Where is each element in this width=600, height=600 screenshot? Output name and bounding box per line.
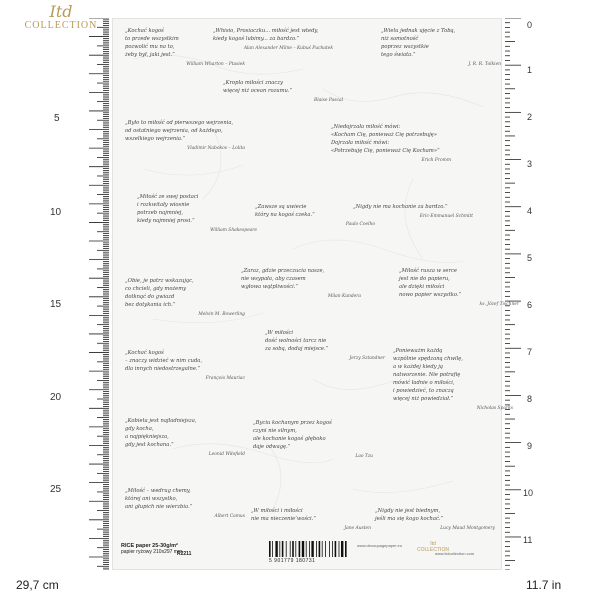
quote-line: poprzez wszystkie [381, 44, 429, 50]
height-cm-label: 29,7 cm [16, 578, 59, 592]
ruler-cm-label: 10 [50, 207, 62, 218]
quote-author: Paulo Coelho [345, 222, 375, 227]
quote-line: – znaczy widzieć w nim cuda, [125, 358, 203, 364]
quote-block [125, 349, 245, 383]
quote-line: „Było to miłość od pierwszego wejrzenia, [125, 120, 234, 126]
quote-line: kiedy kogoś lubimy... za bardzo.” [213, 36, 300, 42]
height-inch-label: 11.7 in [526, 578, 562, 592]
quote-line: czyni nie silnym, [253, 428, 297, 434]
quote-line: «Kocham Cię, ponieważ Cię potrzebuję» [331, 132, 438, 138]
rice-paper-sheet [112, 18, 519, 570]
ruler-inch-label: 7 [527, 347, 533, 357]
quote-line: „Nigdy nie jest biednym, [375, 508, 441, 514]
ruler-cm-label: 25 [50, 484, 62, 495]
quote-line: „Ponieważm każdą [393, 348, 443, 354]
quote-line: bez dotykania ich.” [125, 302, 176, 308]
quote-author: ks. Józef Tischner [479, 302, 519, 307]
ruler-inch-label: 11 [523, 535, 533, 545]
quote-block [213, 27, 333, 53]
quote-author: Nicholas Sparks [476, 406, 513, 411]
quote-line: jest nie do papieru, [399, 276, 450, 282]
quote-line: „Kobieta jest najładniejsza, [125, 418, 197, 424]
quote-line: której ani wszystko, [125, 496, 178, 502]
quote-line: za sobą, dodaj miejsce.” [265, 346, 329, 352]
quote-line: od ostatniego wejrzenia, od każdego, [125, 128, 223, 134]
quote-line: gdy kocha, [125, 426, 154, 432]
quote-line: mówić ładnie o miłości, [393, 380, 455, 386]
product-line2: papier ryżowy 210x297 mm [121, 549, 183, 555]
ruler-inch-label: 2 [527, 112, 533, 122]
ruler-cm-label: 20 [50, 392, 62, 403]
quote-line: gdy jest kochana.” [125, 442, 174, 448]
barcode-number: 5 901779 180731 [269, 558, 316, 564]
ruler-cm [14, 18, 109, 570]
quote-line: który na kogoś czeka.” [255, 212, 315, 218]
barcode-icon [267, 541, 353, 559]
quote-line: potrzeb najmniej, [137, 210, 184, 216]
quote-block [125, 417, 245, 459]
quote-line: nowo papier wszystko.” [399, 292, 462, 298]
quote-line: i powiedzieć, to znaczą [393, 388, 454, 394]
ruler-inch-label: 10 [523, 488, 534, 498]
product-code: R2211 [177, 551, 192, 557]
quote-block [125, 487, 245, 521]
quote-line: „Nigdy nie ma kochanie za bardzo.” [353, 204, 448, 210]
ruler-inch-label: 1 [527, 65, 533, 75]
quote-line: tego świata.” [381, 52, 416, 58]
quote-line: to przede wszystkim [125, 36, 179, 42]
quote-line: „Obie, je patrz wskazując, [125, 278, 194, 284]
quote-author: William Wharton – Ptasiek [186, 62, 245, 67]
footer-logo-line2: COLLECTION [417, 547, 449, 553]
quote-line: nie wsypała, aby czasem [241, 276, 306, 282]
ruler-inch-label: 5 [527, 253, 533, 263]
quote-line: ale kochanie kogoś głęboko [253, 436, 326, 442]
quote-line: „Kropla miłości znaczy [223, 80, 283, 86]
quote-line: „W miłości i miłości [251, 508, 303, 514]
website2-label: www.itdcollection.com [435, 551, 475, 556]
quote-author: J. R. R. Tolkien [468, 62, 501, 67]
quote-line: co chcieli, gdy możemy [125, 286, 187, 292]
quote-author: Vladimir Nabokov – Lolita [187, 146, 245, 151]
quote-author: Leonid Wiłofield [208, 452, 245, 457]
ruler-inch-label: 0 [527, 20, 533, 30]
ruler-inch-label: 8 [527, 394, 533, 404]
quote-author: Lucy Maud Montgomery [440, 526, 495, 531]
product-line1: RICE paper 25-30g/m² [121, 543, 178, 549]
quote-block [353, 203, 473, 221]
website-label: www.decoupagepaper.eu [357, 543, 402, 548]
quote-line: „Miłość ze swej postaci [137, 194, 199, 200]
quote-line: więcej niż ocean rozumu.” [223, 88, 293, 94]
quote-block [399, 267, 519, 309]
quote-line: „Zawsze są uwiecie [255, 204, 307, 210]
quote-author: Jerzy Sztandner [349, 356, 385, 361]
quote-line: „Byciu kochanym przez kogoś [253, 420, 332, 426]
quote-line: ale dzięki miłości [399, 284, 445, 290]
quote-line: „Zaraz, gdzie przeczucia nasze, [241, 268, 325, 274]
quote-author: Eric-Emmanuel Schmitt [419, 214, 473, 219]
quote-line: a najpiękniejsza, [125, 434, 169, 440]
quote-line: jeśli ma się kogo kochać.” [375, 516, 444, 522]
quote-line: wszelkiego wejrzenia.” [125, 136, 186, 142]
quote-line: wgłowa wątpliwości.” [241, 284, 299, 290]
quote-block [125, 277, 245, 319]
quote-line: a w każdej kiedy ją [393, 364, 443, 370]
quote-block [125, 119, 245, 153]
quote-line: «Potrzebuję Cię, ponieważ Cię Kocham»” [331, 148, 440, 154]
ruler-cm-label: 15 [50, 299, 62, 310]
quote-block [137, 193, 257, 235]
ruler-cm-ticks [14, 18, 109, 570]
brand-logo-line1: Itd [49, 2, 73, 21]
quote-author: Blaise Pascal [313, 98, 343, 103]
quote-line: ani głupich nie wierzbia.” [125, 504, 193, 510]
quote-author: François Mauriac [205, 376, 245, 381]
quote-line: „Kochać kogoś [125, 28, 164, 34]
ruler-inch-label: 3 [527, 159, 533, 169]
brand-logo-line2: COLLECTION [24, 20, 98, 31]
ruler-inch-label: 4 [527, 206, 533, 216]
quote-block [253, 419, 373, 461]
quote-line: „Miłość – wedrug chemy, [125, 488, 191, 494]
quote-line: kiedy najmniej prosi.” [137, 218, 195, 224]
quote-line: „Miłość rusza w serce [399, 268, 457, 274]
footer-logo-line1: Itd [430, 541, 436, 547]
quote-block [241, 267, 361, 301]
ruler-inch-label: 6 [527, 300, 533, 310]
quote-block [223, 79, 343, 105]
product-info [121, 543, 182, 555]
quote-author: Alan Alexander Milne – Kubuś Puchatek [243, 46, 333, 51]
quote-line: dotknąć do gwiazd [125, 294, 175, 300]
quote-line: daje odwagę.” [253, 444, 291, 450]
quote-line: Dojrzała miłość mówi: [331, 140, 390, 146]
quote-line: dość wolności tarcz nie [265, 338, 327, 344]
quote-line: wzpólnie spędzaną chwilę, [393, 356, 464, 362]
quote-block [251, 507, 371, 533]
quote-line: „W miłości [265, 330, 294, 336]
quote-line: i rozkwitały wiosnie [137, 202, 190, 208]
quote-line: więcej niż powiedział.” [393, 396, 454, 402]
quote-line: „Wielu jednak ujęcie z Tobą, [381, 28, 456, 34]
quote-author: Milan Kundera [327, 294, 361, 299]
sheet-footer [119, 541, 495, 565]
quote-line: natworzenie. Nie potrafię [393, 372, 461, 378]
quote-author: Jane Austen [344, 526, 371, 531]
quote-line: „Kochać kogoś [125, 350, 164, 356]
quote-block [375, 507, 495, 533]
quote-author: Melvin M. Bowerling [198, 312, 245, 317]
quote-block [381, 27, 501, 69]
quote-block [265, 329, 385, 363]
ruler-inch-label: 9 [527, 441, 533, 451]
quote-line: nie ma nieczenie’wości.” [251, 516, 316, 522]
quote-block [393, 347, 513, 413]
ruler-cm-label: 5 [54, 113, 60, 124]
quote-line: żeby był, jaki jest.” [125, 52, 175, 58]
quote-line: niż samotność [381, 36, 419, 42]
quote-line: dla innych niedostrzegalne.” [125, 366, 201, 372]
quote-line: „Whisio, Prosiaczku... miłość jest wtedy, [213, 28, 319, 34]
quote-author: Lao Tzu [355, 454, 373, 459]
quote-author: Erich Fromm [421, 158, 451, 163]
quote-author: William Shakespeare [210, 228, 257, 233]
quote-author: Albert Camus [214, 514, 245, 519]
quote-line: „Niedojrzała miłość mówi: [331, 124, 401, 130]
quote-block [331, 123, 451, 165]
quote-line: pozwolić mu na to, [125, 44, 175, 50]
